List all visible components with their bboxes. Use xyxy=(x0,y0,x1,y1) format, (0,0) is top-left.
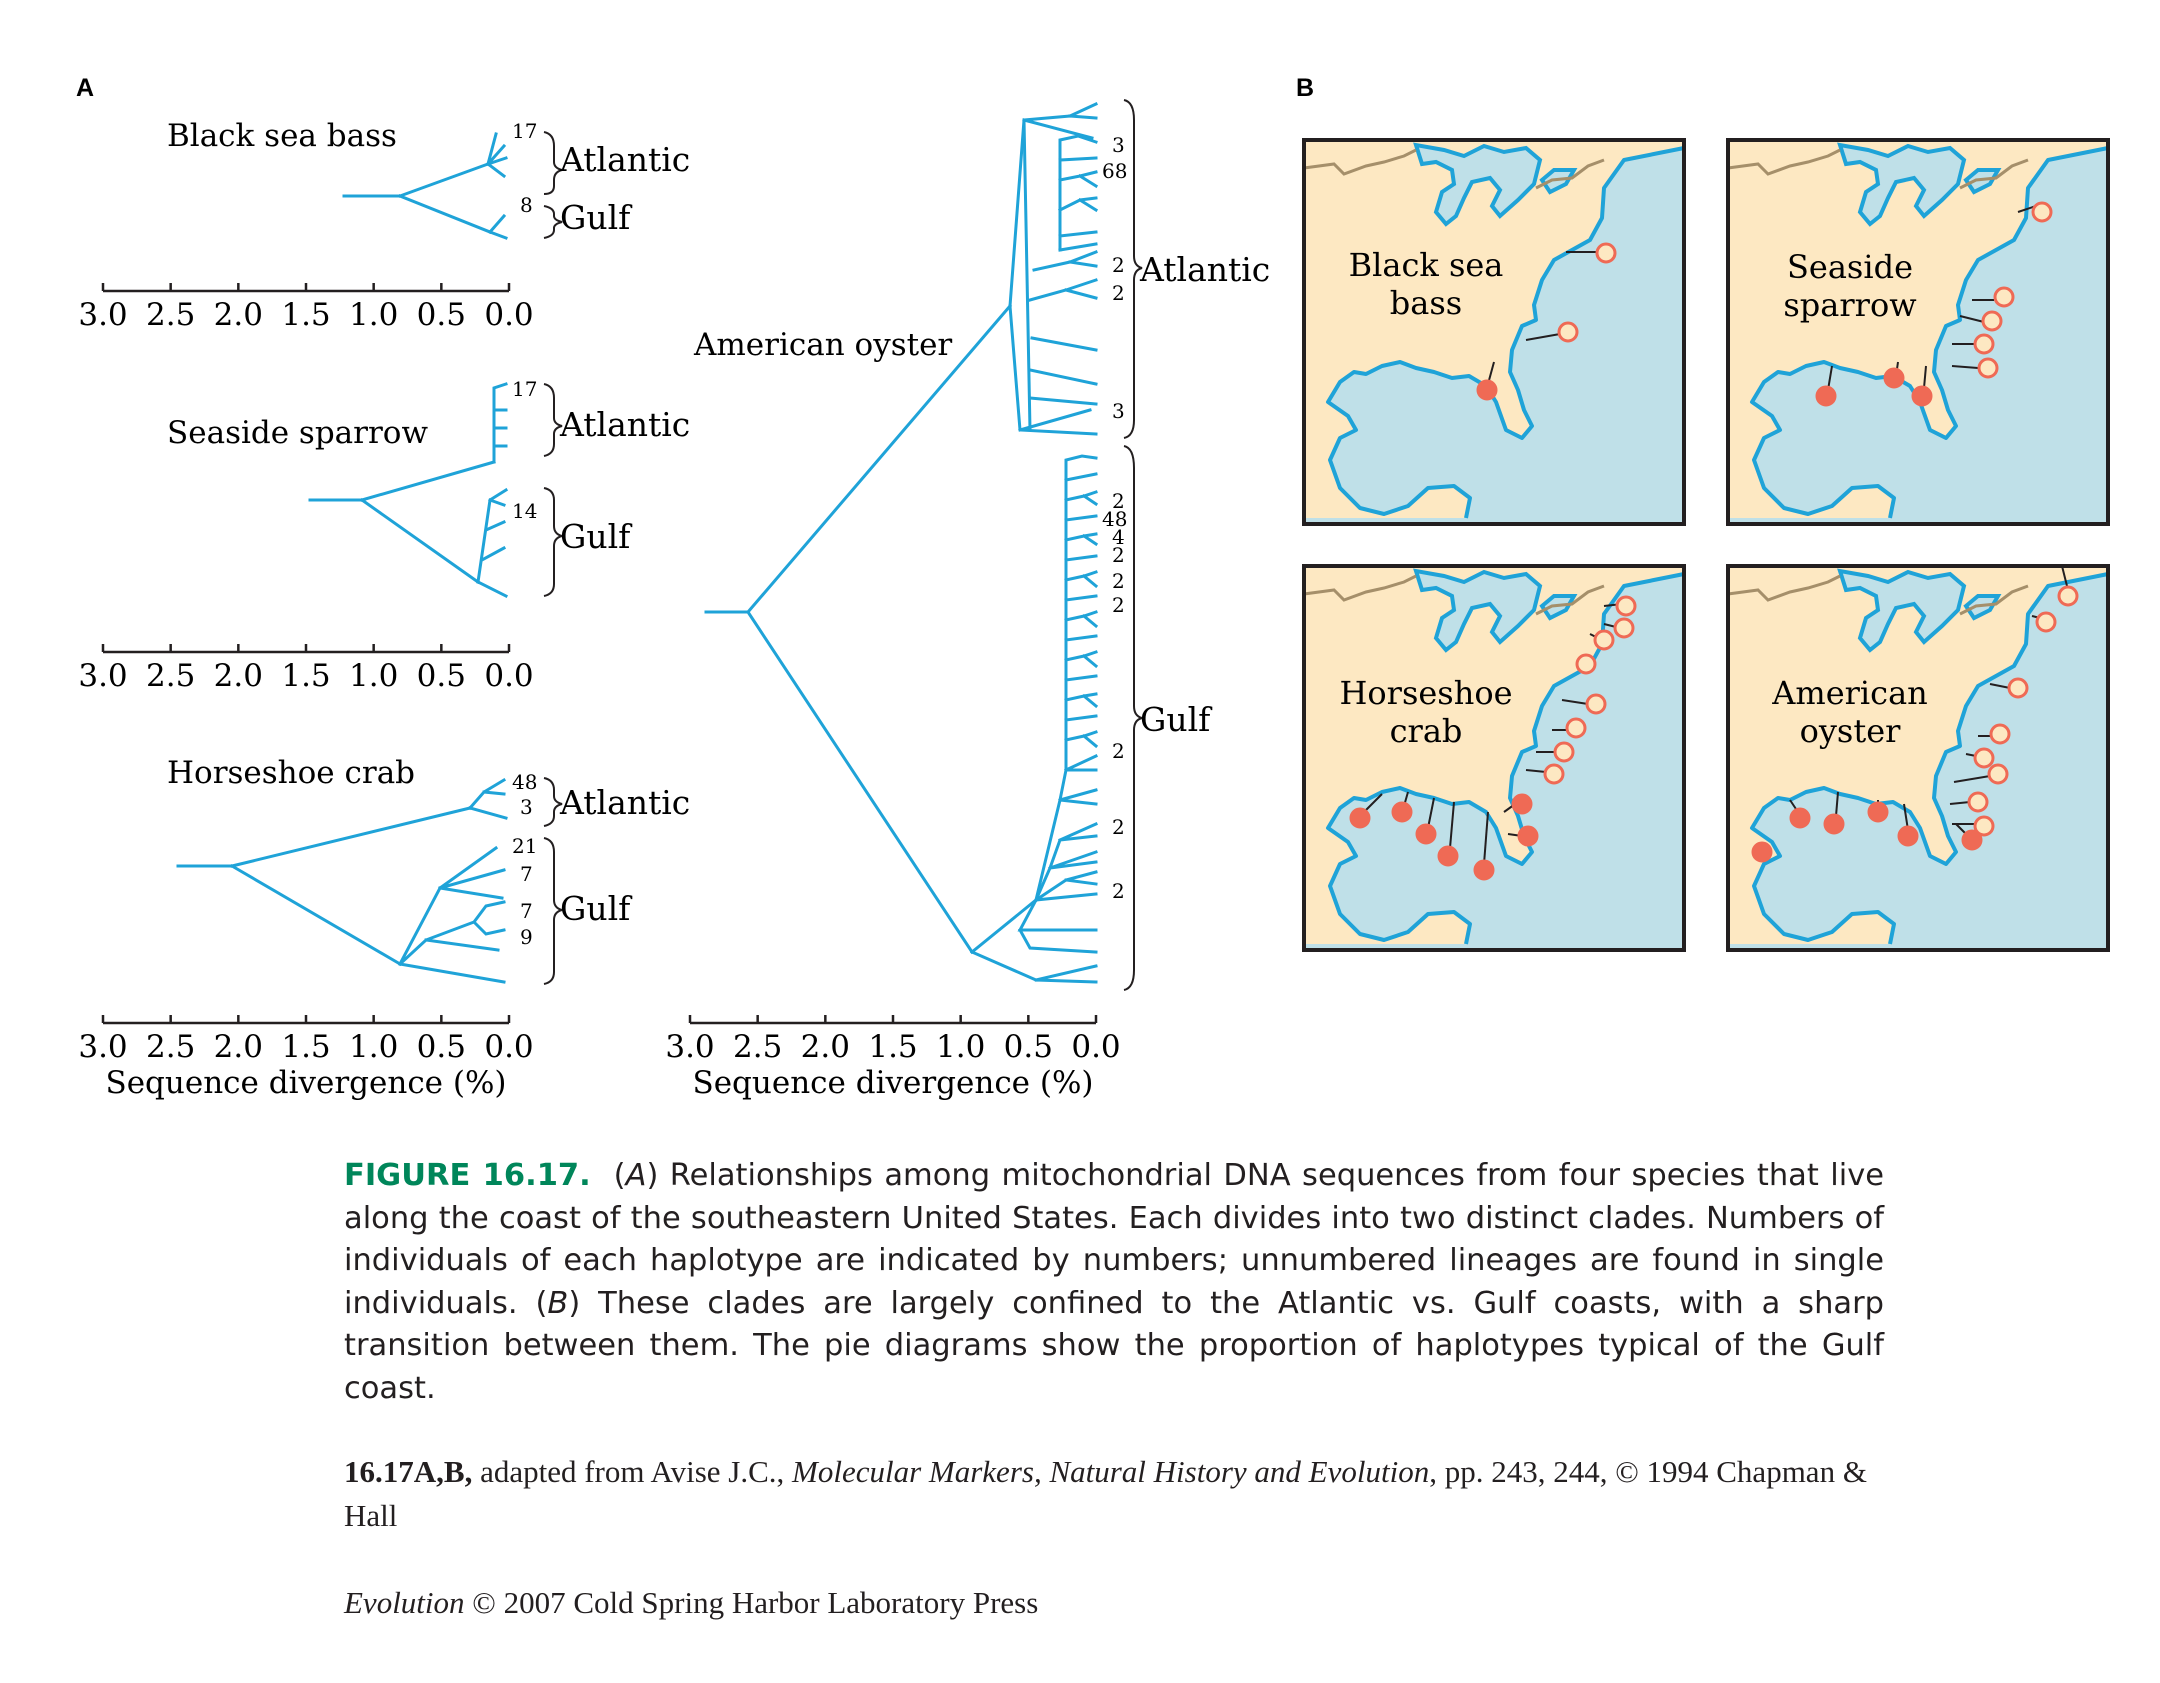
clade-label-atlantic: Atlantic xyxy=(1140,250,1271,289)
haplotype-pie xyxy=(1975,749,1993,767)
haplotype-pie xyxy=(1979,359,1997,377)
axis-tick-label: 2.5 xyxy=(146,658,196,694)
haplotype-pie xyxy=(1975,335,1993,353)
haplotype-pie xyxy=(1577,655,1595,673)
horseshoe-crab-branches xyxy=(178,780,506,982)
caption-text: ) These clades are largely confined to the Atlantic vs. Gulf coasts, with a sharp transition between them. The pie diagrams show the proportion of haplotypes typical of the Gulf coast. xyxy=(344,1285,1884,1406)
count-label: 48 xyxy=(1102,507,1128,531)
count-label: 17 xyxy=(512,119,538,143)
haplotype-pie xyxy=(1989,765,2007,783)
axis-tick-label: 1.0 xyxy=(936,1029,986,1065)
haplotype-pie xyxy=(1995,288,2013,306)
haplotype-pie xyxy=(1351,809,1369,827)
figure-credit xyxy=(344,1450,1904,1538)
count-label: 8 xyxy=(520,193,533,217)
panel-a-label: A xyxy=(76,74,95,102)
axis-3 xyxy=(78,1015,533,1101)
haplotype-pie xyxy=(2009,679,2027,697)
caption-letter: B xyxy=(547,1285,569,1321)
american-oyster-tree xyxy=(693,100,1270,990)
clade-label-atlantic: Atlantic xyxy=(560,405,691,444)
haplotype-pie xyxy=(1475,861,1493,879)
haplotype-pie xyxy=(1559,323,1577,341)
count-label: 68 xyxy=(1102,159,1128,183)
count-label: 14 xyxy=(512,499,538,523)
axis-tick-label: 0.5 xyxy=(416,1029,466,1065)
count-label: 2 xyxy=(1112,593,1125,617)
horseshoe-crab-tree xyxy=(167,755,690,984)
axis-tick-label: 0.0 xyxy=(1071,1029,1121,1065)
haplotype-pie xyxy=(1983,312,2001,330)
count-label: 17 xyxy=(512,377,538,401)
map-label: Black sea xyxy=(1348,246,1504,284)
axis-tick-label: 2.5 xyxy=(733,1029,783,1065)
american-oyster-branches xyxy=(706,104,1096,982)
count-label: 21 xyxy=(512,834,538,858)
haplotype-pie xyxy=(1567,719,1585,737)
haplotype-pie xyxy=(1617,597,1635,615)
haplotype-pie xyxy=(1753,843,1771,861)
haplotype-pie xyxy=(1899,827,1917,845)
map-label: Seaside xyxy=(1786,248,1914,286)
caption-letter: A xyxy=(625,1158,647,1193)
axis-1 xyxy=(78,283,533,333)
haplotype-pie xyxy=(1817,387,1835,405)
haplotype-pie xyxy=(1885,369,1903,387)
axis-label: Sequence divergence (%) xyxy=(692,1065,1094,1101)
haplotype-pie xyxy=(1597,244,1615,262)
axis-tick-label: 1.0 xyxy=(349,658,399,694)
axis-tick-label: 1.0 xyxy=(349,297,399,333)
credit-book: Molecular Markers, Natural History and Evolution xyxy=(792,1454,1430,1489)
axis-tick-label: 3.0 xyxy=(78,297,128,333)
count-label: 2 xyxy=(1112,739,1125,763)
copyright-text: © 2007 Cold Spring Harbor Laboratory Press xyxy=(464,1585,1039,1620)
clade-label-gulf: Gulf xyxy=(560,198,631,237)
axis-tick-label: 3.0 xyxy=(665,1029,715,1065)
map-label: crab xyxy=(1389,712,1463,750)
map-american-oyster xyxy=(1728,566,2108,950)
axis-tick-label: 1.5 xyxy=(281,297,331,333)
haplotype-pie xyxy=(2037,613,2055,631)
copyright-book: Evolution xyxy=(344,1585,465,1620)
haplotype-pie xyxy=(1615,619,1633,637)
haplotype-pie xyxy=(1513,795,1531,813)
haplotype-pie xyxy=(1869,803,1887,821)
axis-tick-label: 3.0 xyxy=(78,1029,128,1065)
axis-tick-label: 2.0 xyxy=(800,1029,850,1065)
haplotype-pie xyxy=(1545,765,1563,783)
axis-tick-label: 1.5 xyxy=(281,658,331,694)
count-label: 2 xyxy=(1112,569,1125,593)
axis-tick-label: 3.0 xyxy=(78,658,128,694)
clade-label-gulf: Gulf xyxy=(560,889,631,928)
haplotype-pie xyxy=(2059,587,2077,605)
caption-text: ( xyxy=(613,1158,626,1193)
axis-tick-label: 2.0 xyxy=(213,658,263,694)
count-label: 3 xyxy=(1112,399,1125,423)
count-label: 3 xyxy=(1112,133,1125,157)
count-label: 2 xyxy=(1112,815,1125,839)
species-label-black-sea-bass: Black sea bass xyxy=(167,118,397,154)
haplotype-pie xyxy=(1478,381,1496,399)
count-label: 2 xyxy=(1112,543,1125,567)
map-label: Horseshoe xyxy=(1339,674,1513,712)
map-label: sparrow xyxy=(1783,286,1917,324)
haplotype-pie xyxy=(1913,387,1931,405)
credit-text: adapted from Avise J.C., xyxy=(472,1454,793,1489)
haplotype-pie xyxy=(1825,815,1843,833)
count-label: 2 xyxy=(1112,879,1125,903)
axis-tick-label: 0.0 xyxy=(484,658,534,694)
haplotype-pie xyxy=(1393,803,1411,821)
axis-tick-label: 2.5 xyxy=(146,1029,196,1065)
haplotype-pie xyxy=(1991,725,2009,743)
count-label: 7 xyxy=(520,899,533,923)
clade-label-atlantic: Atlantic xyxy=(560,140,691,179)
axis-tick-label: 2.0 xyxy=(213,1029,263,1065)
copyright-line xyxy=(344,1585,1038,1621)
haplotype-pie xyxy=(1587,695,1605,713)
panel-b-label: B xyxy=(1296,74,1315,102)
figure-caption xyxy=(344,1155,1884,1410)
seaside-sparrow-tree xyxy=(167,377,690,596)
figure-number: FIGURE 16.17. xyxy=(344,1158,591,1193)
caption-text: ) Relationships among mitochondrial DNA sequences from four species that live along the coast of the southeastern United States. Each divides into two distinct clades. Numbers of individuals of each haplotype are indicated by numbers; unnumbered lineages are found in single individuals. ( xyxy=(344,1158,1885,1321)
count-label: 4 xyxy=(1112,525,1125,549)
count-label: 48 xyxy=(512,770,538,794)
species-label-horseshoe-crab: Horseshoe crab xyxy=(167,755,416,791)
count-label: 2 xyxy=(1112,489,1125,513)
haplotype-pie xyxy=(1555,743,1573,761)
haplotype-pie xyxy=(1519,827,1537,845)
species-label-seaside-sparrow: Seaside sparrow xyxy=(167,415,429,451)
oyster-gulf-counts xyxy=(1102,489,1127,903)
credit-ref: 16.17A,B, xyxy=(344,1454,473,1489)
haplotype-pie xyxy=(1969,793,1987,811)
black-sea-bass-tree xyxy=(167,118,690,238)
haplotype-pie xyxy=(1439,847,1457,865)
axis-tick-label: 1.5 xyxy=(868,1029,918,1065)
map-label: bass xyxy=(1389,284,1463,322)
axis-tick-label: 0.0 xyxy=(484,297,534,333)
count-label: 3 xyxy=(520,795,533,819)
axis-tick-label: 0.5 xyxy=(1003,1029,1053,1065)
count-label: 2 xyxy=(1112,281,1125,305)
axis-tick-label: 0.5 xyxy=(416,297,466,333)
clade-label-gulf: Gulf xyxy=(560,517,631,556)
haplotype-pie xyxy=(1417,825,1435,843)
credit-text: , pp. 243, 244, © 1994 Chapman & Hall xyxy=(344,1454,1867,1533)
axis-tick-label: 1.5 xyxy=(281,1029,331,1065)
count-label: 2 xyxy=(1112,253,1125,277)
map-seaside-sparrow xyxy=(1728,140,2108,524)
map-horseshoe-crab xyxy=(1304,566,1684,950)
axis-tick-label: 0.5 xyxy=(416,658,466,694)
haplotype-pie xyxy=(1595,631,1613,649)
haplotype-pie xyxy=(2033,203,2051,221)
clade-label-atlantic: Atlantic xyxy=(560,783,691,822)
axis-tick-label: 2.5 xyxy=(146,297,196,333)
map-label: oyster xyxy=(1799,712,1901,750)
axis-tick-label: 0.0 xyxy=(484,1029,534,1065)
axis-label: Sequence divergence (%) xyxy=(105,1065,507,1101)
clade-label-gulf: Gulf xyxy=(1140,700,1211,739)
axis-4 xyxy=(665,1015,1120,1101)
species-label-american-oyster: American oyster xyxy=(694,327,953,363)
oyster-atlantic-counts xyxy=(1102,133,1127,423)
haplotype-pie xyxy=(1963,831,1981,849)
haplotype-pie xyxy=(1791,809,1809,827)
count-label: 7 xyxy=(520,862,533,886)
axis-tick-label: 1.0 xyxy=(349,1029,399,1065)
axis-2 xyxy=(78,644,533,694)
map-black-sea-bass xyxy=(1304,140,1684,524)
count-label: 9 xyxy=(520,925,533,949)
map-label: American xyxy=(1772,674,1928,712)
axis-tick-label: 2.0 xyxy=(213,297,263,333)
